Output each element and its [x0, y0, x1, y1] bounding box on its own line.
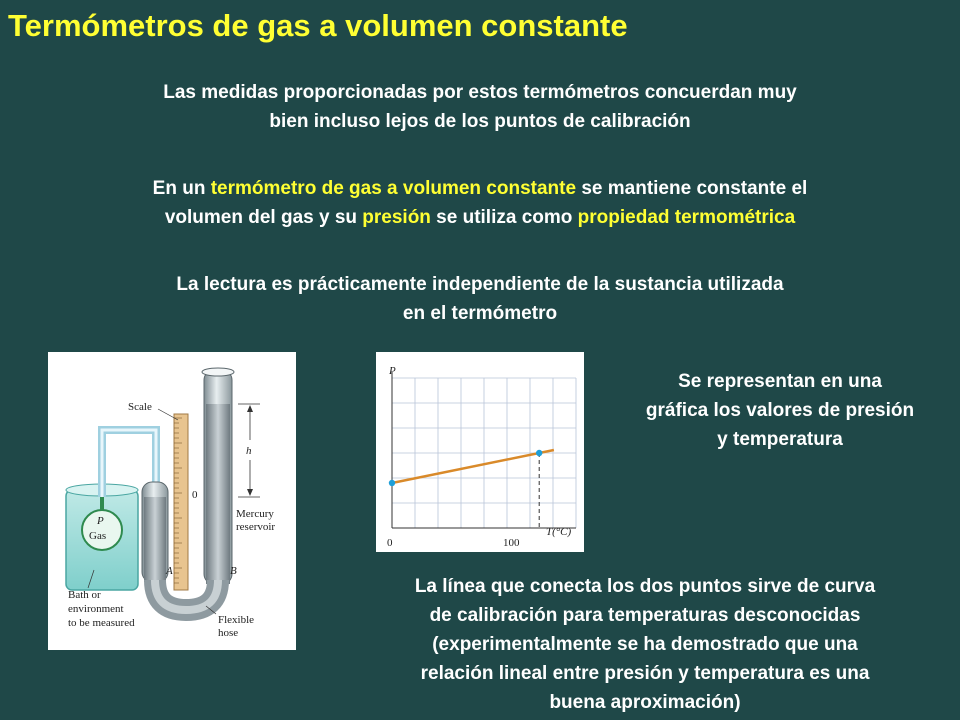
label-gas: Gas	[89, 530, 107, 542]
gas-thermometer-figure	[48, 352, 296, 650]
reading-paragraph	[60, 270, 900, 328]
label-hose-2: hose	[218, 627, 239, 639]
tube-b-rim	[202, 368, 234, 376]
definition-paragraph	[40, 174, 920, 232]
calibration-line-1: La línea que conecta los dos puntos sirve de curva	[414, 576, 876, 597]
label-a: A	[166, 565, 173, 577]
h-arrowhead-up	[247, 405, 253, 412]
apparatus-diagram	[48, 352, 296, 650]
scale-bar	[174, 414, 188, 590]
side-line-3: y temperatura	[717, 429, 843, 450]
pressure-temperature-chart	[376, 352, 584, 552]
highlight-thermometer: termómetro de gas a volumen constante	[210, 178, 577, 199]
label-bath-1: Bath or	[68, 589, 101, 601]
mercury-column-a	[144, 497, 166, 582]
calibration-line-5: buena aproximación)	[549, 692, 741, 713]
x-tick-label-100: 100	[503, 537, 520, 549]
h-arrowhead-down	[247, 489, 253, 496]
reading-line-2: en el termómetro	[402, 303, 558, 324]
label-mercury-2: reservoir	[236, 521, 276, 533]
mercury-column-b	[206, 404, 230, 584]
definition-line-2	[40, 203, 920, 232]
label-bath-3: to be measured	[68, 617, 135, 629]
highlight-pressure: presión	[362, 207, 431, 228]
definition-text: se mantiene constante el	[576, 178, 808, 199]
label-zero: 0	[192, 489, 198, 501]
x-tick-label-0: 0	[387, 537, 393, 549]
definition-text: En un	[152, 178, 211, 199]
definition-text: se utiliza como	[430, 207, 578, 228]
calibration-point-1	[536, 450, 542, 456]
slide-title: Termómetros de gas a volumen constante	[8, 8, 628, 43]
label-mercury-1: Mercury	[236, 508, 274, 520]
side-line-2: gráfica los valores de presión	[645, 400, 915, 421]
reading-line-1: La lectura es prácticamente independiente de la sustancia utilizada	[176, 274, 784, 295]
definition-text: volumen del gas y su	[164, 207, 363, 228]
calibration-point-0	[389, 480, 395, 486]
calibration-line-3: (experimentalmente se ha demostrado que una	[432, 634, 858, 655]
side-line-1: Se representan en una	[678, 371, 882, 392]
highlight-property: propiedad termométrica	[577, 207, 796, 228]
intro-paragraph	[60, 78, 900, 136]
calibration-explanation	[348, 572, 942, 717]
side-explanation	[600, 367, 960, 454]
label-p: P	[97, 515, 104, 527]
calibration-line-4: relación lineal entre presión y temperatura es una	[420, 663, 870, 684]
x-axis-label: T(°C)	[546, 526, 572, 538]
label-h: h	[246, 445, 252, 457]
label-b: B	[230, 565, 237, 577]
chart-marks	[389, 450, 554, 528]
y-axis-label: P	[389, 365, 396, 377]
label-hose-1: Flexible	[218, 614, 255, 626]
label-scale: Scale	[128, 401, 152, 413]
intro-line-1: Las medidas proporcionadas por estos termómetros concuerdan muy	[163, 82, 797, 103]
label-bath-2: environment	[68, 603, 124, 615]
intro-line-2: bien incluso lejos de los puntos de calibración	[269, 111, 691, 132]
definition-line-1	[40, 174, 920, 203]
calibration-line-2: de calibración para temperaturas desconocidas	[429, 605, 861, 626]
chart-svg	[376, 352, 584, 552]
